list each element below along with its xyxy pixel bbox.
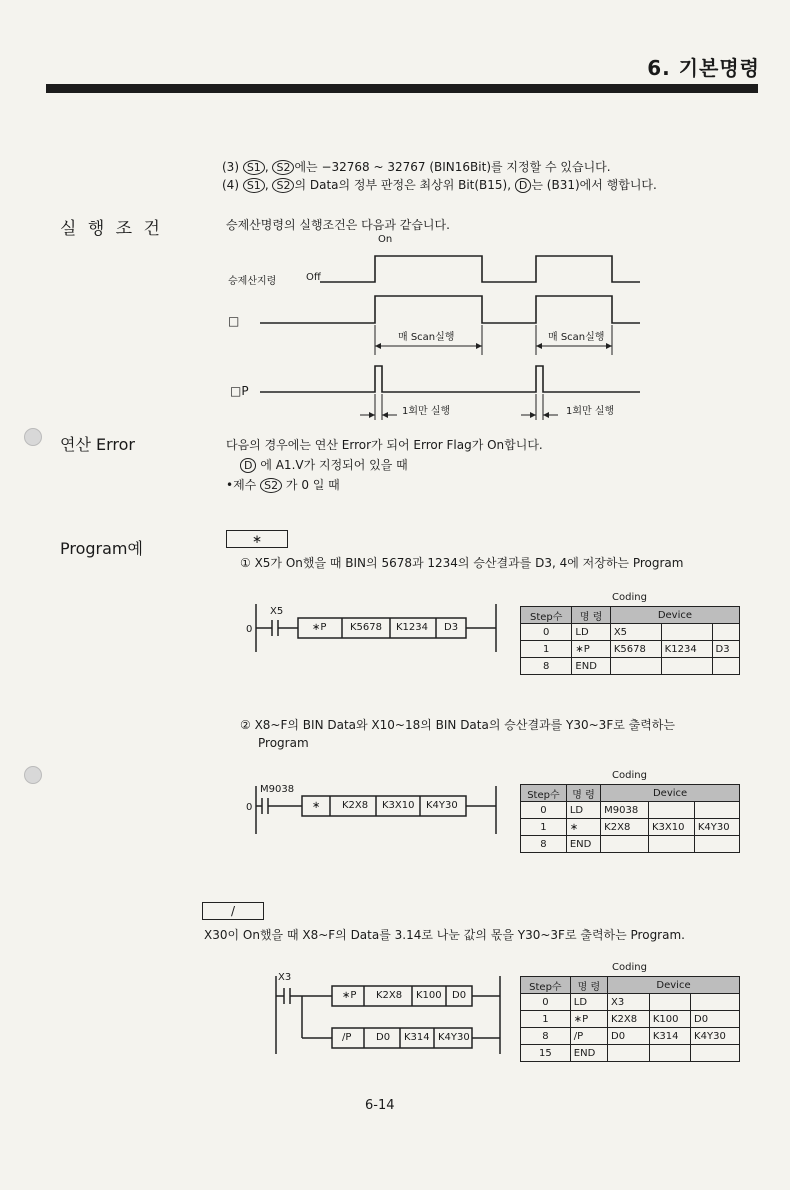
step-zero: 0 <box>246 802 253 813</box>
s1-symbol: S1 <box>243 160 265 175</box>
table-row: 0 LD X3 <box>521 994 740 1011</box>
pulse-waveform <box>260 366 640 392</box>
note-4: (4) S1 , S2 의 Data의 정부 판정은 최상위 Bit(B15), D 는 (B31)에서 행합니다. <box>222 178 657 192</box>
operand-k4y30: K4Y30 <box>438 1032 470 1043</box>
s2-symbol: S2 <box>272 178 294 193</box>
error-item-1: D 에 A1.V가 지정되어 있을 때 <box>240 456 408 473</box>
table-row: 8 /P D0 K314 K4Y30 <box>521 1028 740 1045</box>
instr-divp: /P <box>342 1032 352 1043</box>
operand-k5678: K5678 <box>350 622 383 633</box>
multiply-symbol-box: ∗ <box>226 530 288 548</box>
contact-m9038: M9038 <box>260 784 295 795</box>
on-label: On <box>378 234 393 245</box>
operand-k4y30: K4Y30 <box>426 800 458 811</box>
table-row: 8 END <box>521 658 740 675</box>
coding-label-1: Coding <box>612 592 647 603</box>
chapter-title: 6. 기본명령 <box>647 56 760 80</box>
s2-symbol: S2 <box>272 160 294 175</box>
d-symbol: D <box>515 178 531 193</box>
operand-d0: D0 <box>452 990 467 1001</box>
section-exec-title: 실 행 조 건 <box>60 219 163 239</box>
operand-k100: K100 <box>416 990 442 1001</box>
section-error-title: 연산 Error <box>60 435 135 454</box>
error-description: 다음의 경우에는 연산 Error가 되어 Error Flag가 On합니다. <box>226 438 543 452</box>
punch-hole <box>24 766 42 784</box>
instr-mulp: ∗P <box>342 990 357 1001</box>
example-2-description-1: ② X8~F의 BIN Data와 X10~18의 BIN Data의 승산결과를 Y30~3F로 출력하는 <box>240 718 675 732</box>
square-label: □ <box>228 314 240 328</box>
step-zero: 0 <box>246 624 253 635</box>
once-label-1: 1회만 실행 <box>402 406 451 417</box>
instr-mul: ∗ <box>312 800 321 811</box>
command-waveform <box>320 256 640 282</box>
contact-x3: X3 <box>278 972 292 983</box>
coding-table-3: Step수 명 령 Device 0 LD X3 1 ∗P K2X8 K100 D0 8 /P D0 K314 K4Y30 15 END <box>520 976 740 1062</box>
example-2-description-2: Program <box>258 736 309 750</box>
squarep-label: □P <box>230 384 249 398</box>
operand-k314: K314 <box>404 1032 430 1043</box>
ladder-3 <box>270 970 510 1060</box>
note-3: (3) S1 , S2 에는 −32768 ~ 32767 (BIN16Bit)를 지정할 수 있습니다. <box>222 160 611 174</box>
page-number: 6-14 <box>365 1098 395 1113</box>
instr-mulp: ∗P <box>312 622 327 633</box>
scan-label-2: 매 Scan실행 <box>548 332 605 343</box>
operand-k1234: K1234 <box>396 622 429 633</box>
table-row: 1 ∗P K5678 K1234 D3 <box>521 641 740 658</box>
example-1-description: ① X5가 On했을 때 BIN의 5678과 1234의 승산결과를 D3, 4에 저장하는 Program <box>240 556 684 570</box>
divide-symbol-box: / <box>202 902 264 920</box>
off-label: Off <box>306 272 321 283</box>
header-rule <box>46 84 758 93</box>
example-3-description: X30이 On했을 때 X8~F의 Data를 3.14로 나눈 값의 몫을 Y30~3F로 출력하는 Program. <box>204 928 685 942</box>
command-label: 승제산지령 <box>228 276 277 287</box>
once-label-2: 1회만 실행 <box>566 406 615 417</box>
table-row: 1 ∗ K2X8 K3X10 K4Y30 <box>521 819 740 836</box>
coding-label-2: Coding <box>612 770 647 781</box>
operand-k2x8: K2X8 <box>376 990 403 1001</box>
operand-d0: D0 <box>376 1032 391 1043</box>
table-row: 15 END <box>521 1045 740 1062</box>
exec-description: 승제산명령의 실행조건은 다음과 같습니다. <box>226 218 450 232</box>
table-row: 8 END <box>521 836 740 853</box>
coding-table-2: Step수 명 령 Device 0 LD M9038 1 ∗ K2X8 K3X10 K4Y30 8 END <box>520 784 740 853</box>
section-program-title: Program예 <box>60 539 143 558</box>
s1-symbol: S1 <box>243 178 265 193</box>
s2-symbol: S2 <box>260 478 282 493</box>
coding-table-1: Step수 명 령 Device 0 LD X5 1 ∗P K5678 K1234 D3 8 END <box>520 606 740 675</box>
punch-hole <box>24 428 42 446</box>
error-item-2: •제수 S2 가 0 일 때 <box>226 478 340 492</box>
scan-label-1: 매 Scan실행 <box>398 332 455 343</box>
square-waveform <box>260 296 640 323</box>
operand-d3: D3 <box>444 622 459 633</box>
table-row: 1 ∗P K2X8 K100 D0 <box>521 1011 740 1028</box>
operand-k2x8: K2X8 <box>342 800 369 811</box>
table-row: 0 LD X5 <box>521 624 740 641</box>
operand-k3x10: K3X10 <box>382 800 415 811</box>
coding-label-3: Coding <box>612 962 647 973</box>
d-symbol: D <box>240 458 256 473</box>
table-row: 0 LD M9038 <box>521 802 740 819</box>
contact-x5: X5 <box>270 606 284 617</box>
